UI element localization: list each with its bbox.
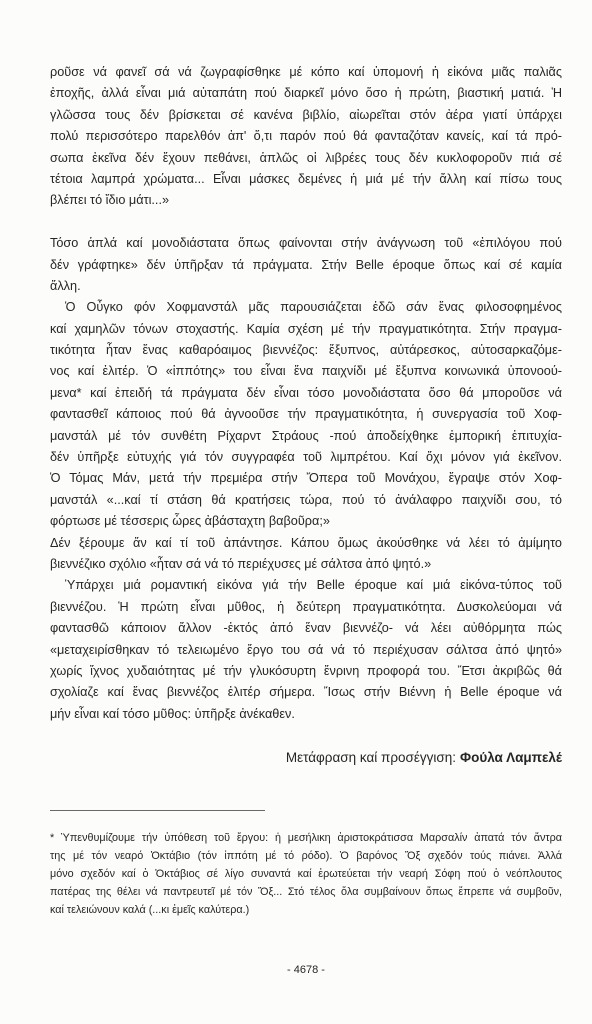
text-line: βιεννέζου. Ἡ πρώτη εἶναι μῦθος, ἡ δεύτερη πραγματικότητα. Δυσκολεύομαι νά	[50, 599, 562, 614]
paragraph	[50, 233, 562, 297]
text-line: βιεννέζικο σχόλιο «ἦταν σά νά τό περιέχυσες μέ σάλτσα ἀπό ψητό.»	[50, 556, 432, 571]
attribution	[50, 747, 562, 768]
text-line: σωπα ἐκεῖνα δέν ἔχουν πεθάνει, ἁπλῶς οἱ λιβρέες τους δέν κυκλοφοροῦν πιά σέ	[50, 150, 562, 165]
text-line: Ὑπάρχει μιά ρομαντική εἰκόνα γιά τήν Belle époque καί μιά εἰκόνα-τύπος τοῦ	[65, 578, 562, 593]
text-line: Δέν ξέρουμε ἄν καί τί τοῦ ἀπάντησε. Κάπου ὅμως ἀκούσθηκε νά λέει τό ἀμίμητο	[50, 535, 562, 550]
text-line: ἐποχῆς, ἀλλά εἶναι μιά αὐταπάτη πού διαρκεῖ μόνο ὅσο ἡ πρώτη, βιαστική ματιά. Ἡ	[50, 86, 562, 101]
text-line: φόρτωσε μέ τέσσερις ὧρες ἀβάσταχτη βαβοῦρα;»	[50, 514, 330, 529]
footnote-line: * Ὑπενθυμίζουμε τήν ὑπόθεση τοῦ ἔργου: ἡ μεσήλικη ἀριστοκράτισσα Μαρσαλίν ἀπατά τόν ἄντρα	[50, 832, 562, 844]
text-line: βλέπει τό ἴδιο μάτι...»	[50, 193, 170, 208]
text-line: πολύ περισσότερο παρελθόν ἀπ' ὅ,τι παρόν πού θά φανταζόταν κανείς, καί τά πρό-	[50, 129, 562, 144]
footnote-line: της μέ τόν νεαρό Ὀκτάβιο (τόν ἱππότη μέ τό ρόδο). Ὁ βαρόνος Ὄξ σχεδόν τούς πιάνει. Ἀλλά	[50, 850, 562, 862]
text-line: χωρίς ἴχνος χυδαιότητας μέ τήν γλυκόσυρτη ἔνρινη προφορά του. Ἔτσι ἀκριβῶς θά	[50, 663, 562, 678]
text-line: φαντασθεῖ κάποιος πού θά ἀγνοοῦσε τήν πραγματικότητα, ἡ συνεργασία τοῦ Χοφ-	[50, 407, 562, 422]
text-line: δέν ὑπῆρξε εὐτυχής γιά τόν συγγραφέα τοῦ λιμπρέτου. Καί ὄχι μόνον γιά ἐκεῖνον.	[50, 450, 562, 465]
article-body	[50, 62, 562, 768]
page-number: - 4678 -	[287, 964, 325, 976]
paragraph	[50, 62, 562, 212]
text-line: τικότητα ἦταν ἕνας καθαρόαιμος βιεννέζος: ἔξυπνος, αὐτάρεσκος, αὐτοσαρκαζόμε-	[50, 343, 562, 358]
footnote	[50, 829, 562, 919]
text-line: σχολίαζε καί ἕνας βιεννέζος ἐλιτέρ σήμερα. Ἴσως στήν Βιέννη ἡ Belle époque νά	[50, 685, 562, 700]
paragraph	[50, 575, 562, 725]
footnote-line: πατέρας της θέλει νά παντρευτεῖ μέ τόν Ὄξ... Στό τέλος ὅλα συμβαίνουν ὅπως ἔπρεπε νά συμβοῦν,	[50, 886, 562, 898]
text-line: νος καί ἐλιτέρ. Ὁ «ἱππότης» του εἶναι ἕνα παιχνίδι μέ ἔξυπνα κοινωνικά ὑπονοού-	[50, 364, 562, 379]
text-line: Τόσο ἁπλά καί μονοδιάστατα ὅπως φαίνονται στήν ἀνάγνωση τοῦ «ἐπιλόγου πού	[50, 236, 562, 251]
translator-name: Φούλα Λαμπελέ	[460, 749, 562, 765]
text-line: καί χαμηλῶν τόνων στοχαστής. Καμία σχέση μέ τήν πραγματικότητα. Στήν πραγμα-	[50, 321, 562, 336]
text-line: μανστάλ «...καί τί στάση θά κρατήσεις τώρα, πού τό ἀνάλαφρο παιχνίδι σου, τό	[50, 492, 562, 507]
text-line: φαντασθῶ κάποιον ἄλλον -ἐκτός ἀπό ἕναν βιεννέζο- νά λέει αὐθόρμητα πώς	[50, 621, 562, 636]
text-line: ἄλλη.	[50, 278, 81, 293]
text-line: μήν εἶναι καί τόσο μῦθος: ὑπῆρξε ἀνέκαθεν.	[50, 706, 295, 721]
text-line: ροῦσε νά φανεῖ σά νά ζωγραφίσθηκε μέ κόπο καί ὑπομονή ἡ εἰκόνα μιᾶς παλιᾶς	[50, 65, 562, 79]
text-line: Ὁ Τόμας Μάν, μετά τήν πρεμιέρα στήν Ὄπερα τοῦ Μονάχου, ἔγραψε στόν Χοφ-	[50, 471, 562, 486]
footnote-line: μόνο σχεδόν καί ὁ Ὀκτάβιος σέ λίγο συναντά καί ἐρωτεύεται τήν νεαρή Σόφη πού ὁ νεόπλουτος	[50, 868, 562, 880]
text-line: γλῶσσα τους δέν βρίσκεται σέ κανένα βιβλίο, αἰωρεῖται στόν ἀέρα γιατί ὑπάρχει	[50, 107, 562, 122]
text-line: «μεταχειρίσθηκαν τό τελειωμένο ἔργο του σά νά τό περιέχυσαν σάλτσα ἀπό ψητό»	[50, 642, 562, 657]
footnote-rule	[50, 810, 265, 811]
text-line: μενα* καί ἐπειδή τά πράγματα δέν εἶναι τόσο μονοδιάστατα ὅσο θά μποροῦσε νά	[50, 385, 562, 400]
text-line: μανστάλ μέ τόν συνθέτη Ρίχαρντ Στράους -πού ἀποδείχθηκε ἐμπορική ἐπιτυχία-	[50, 428, 562, 443]
text-line: Ὁ Οὖγκο φόν Χοφμανστάλ μᾶς παρουσιάζεται ἐδῶ σάν ἕνας φιλοσοφημένος	[65, 300, 562, 315]
text-line: δέν γράφτηκε» δέν ὑπῆρξαν τά πράγματα. Στήν Belle époque ὅπως καί σέ καμία	[50, 257, 562, 272]
text-line: τέτοια λαμπρά χρώματα... Εἶναι μάσκες δεμένες ἡ μιά μέ τήν ἄλλη καί πίσω τους	[50, 171, 562, 186]
footnote-line: καί τελειώνουν καλά (...κι ἐμεῖς καλύτερα.)	[50, 904, 250, 916]
attribution-label: Μετάφραση καί προσέγγιση:	[285, 749, 456, 765]
paragraph	[50, 533, 562, 576]
paragraph	[50, 297, 562, 532]
